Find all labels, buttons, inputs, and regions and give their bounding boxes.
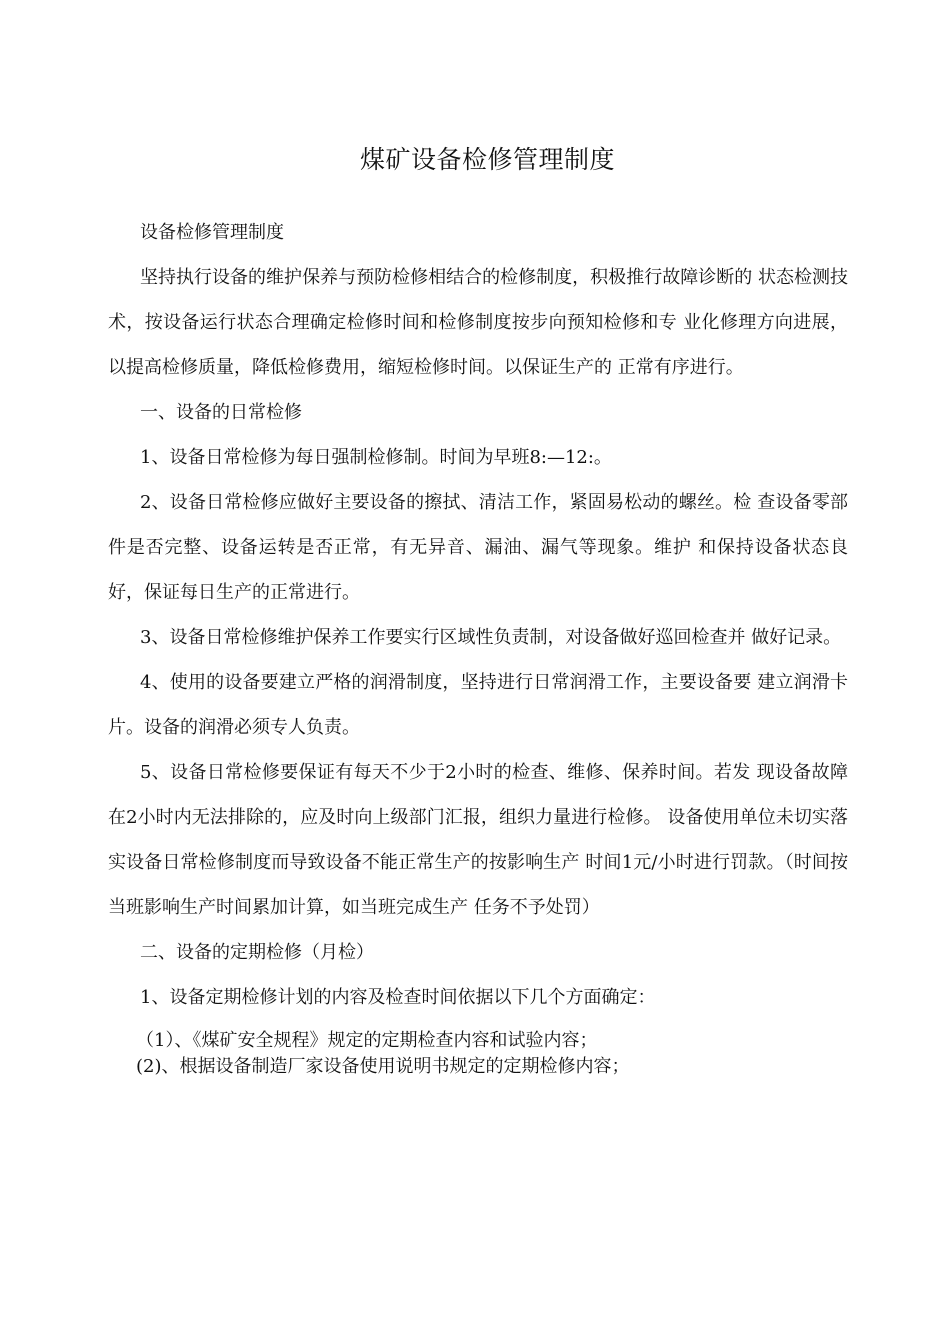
document-title: 煤矿设备检修管理制度 <box>359 145 615 174</box>
section-heading-overview: 设备检修管理制度 <box>140 222 284 243</box>
paragraph-daily-4: 4、使用的设备要建立严格的润滑制度，坚持进行日常润滑工作，主要设备要 建立润滑卡片。设备的润滑必须专人负责。 <box>108 672 848 738</box>
paragraph-intro: 坚持执行设备的维护保养与预防检修相结合的检修制度，积极推行故障诊断的 状态检测技术，按设备运行状态合理确定检修时间和检修制度按步向预知检修和专 业化修理方向进展，以提高检修质量，降低检修费用，缩短检修时间。以保证生产的 正常有序进行。 <box>108 267 848 378</box>
paragraph-daily-2: 2、设备日常检修应做好主要设备的擦拭、清洁工作，紧固易松动的螺丝。检 查设备零部件是否完整、设备运转是否正常，有无异音、漏油、漏气等现象。维护 和保持设备状态良好，保证每日生产的正常进行。 <box>108 492 848 603</box>
paragraph-daily-3: 3、设备日常检修维护保养工作要实行区域性负责制，对设备做好巡回检查并 做好记录。 <box>140 627 842 648</box>
section-heading-daily: 一、设备的日常检修 <box>140 402 302 423</box>
paragraph-daily-1: 1、设备日常检修为每日强制检修制。时间为早班8:—12:。 <box>140 447 612 468</box>
document-body <box>108 210 848 1080</box>
paragraph-periodic-1: 1、设备定期检修计划的内容及检查时间依据以下几个方面确定： <box>140 987 656 1008</box>
paragraph-daily-5: 5、设备日常检修要保证有每天不少于2小时的检查、维修、保养时间。若发 现设备故障在2小时内无法排除的，应及时向上级部门汇报，组织力量进行检修。 设备使用单位未切实落实设备日常检修制度而导致设备不能正常生产的按影响生产 时间1元/小时进行罚款。（时间按当班影响生产时间累加计算，如当班完成生产 任务不予处罚） <box>108 762 848 918</box>
list-item-regulation: （1）、《煤矿安全规程》规定的定期检查内容和试验内容； <box>136 1030 598 1051</box>
section-heading-periodic: 二、设备的定期检修（月检） <box>140 942 374 963</box>
list-item-manufacturer: (2)、根据设备制造厂家设备使用说明书规定的定期检修内容； <box>136 1056 630 1077</box>
